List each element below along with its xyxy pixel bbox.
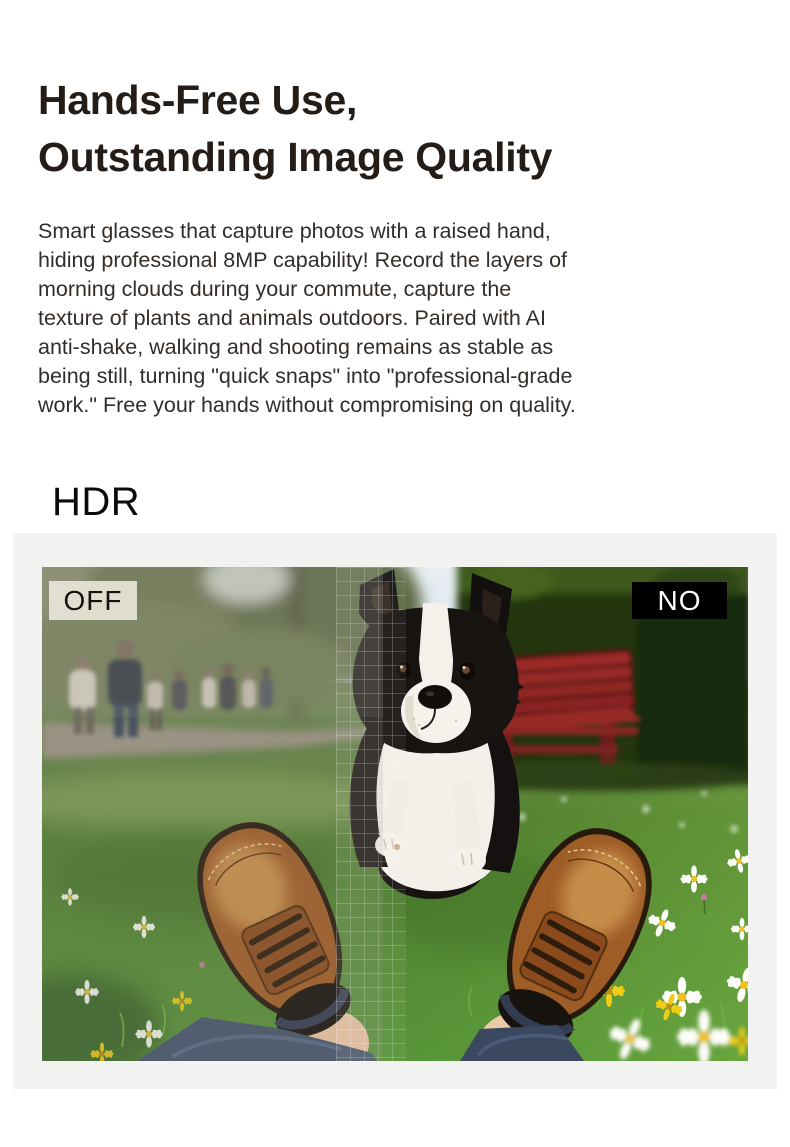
- page-title-line-2: Outstanding Image Quality: [38, 134, 553, 180]
- intro-line: texture of plants and animals outdoors. Paired with AI: [38, 306, 546, 330]
- hdr-comparison-frame: [13, 533, 777, 1089]
- feature-title-hdr: HDR: [52, 480, 141, 524]
- intro-line: anti-shake, walking and shooting remains as stable as: [38, 335, 554, 359]
- intro-line: Smart glasses that capture photos with a raised hand,: [38, 219, 551, 243]
- page-title: [0, 0, 790, 186]
- intro-line: hiding professional 8MP capability! Record the layers of: [38, 248, 568, 272]
- intro-line: work." Free your hands without compromising on quality.: [38, 393, 576, 417]
- hdr-comparison-photo: [42, 567, 748, 1061]
- intro-paragraph: [38, 217, 750, 420]
- comparison-photo-illustration: [42, 567, 748, 1061]
- page-title-line-1: Hands-Free Use,: [38, 77, 358, 123]
- grid-overlay: [336, 567, 406, 1061]
- hdr-off-label: OFF: [49, 581, 137, 620]
- intro-line: morning clouds during your commute, capture the: [38, 277, 512, 301]
- hdr-no-label: NO: [632, 582, 727, 619]
- intro-line: being still, turning "quick snaps" into "professional-grade: [38, 364, 573, 388]
